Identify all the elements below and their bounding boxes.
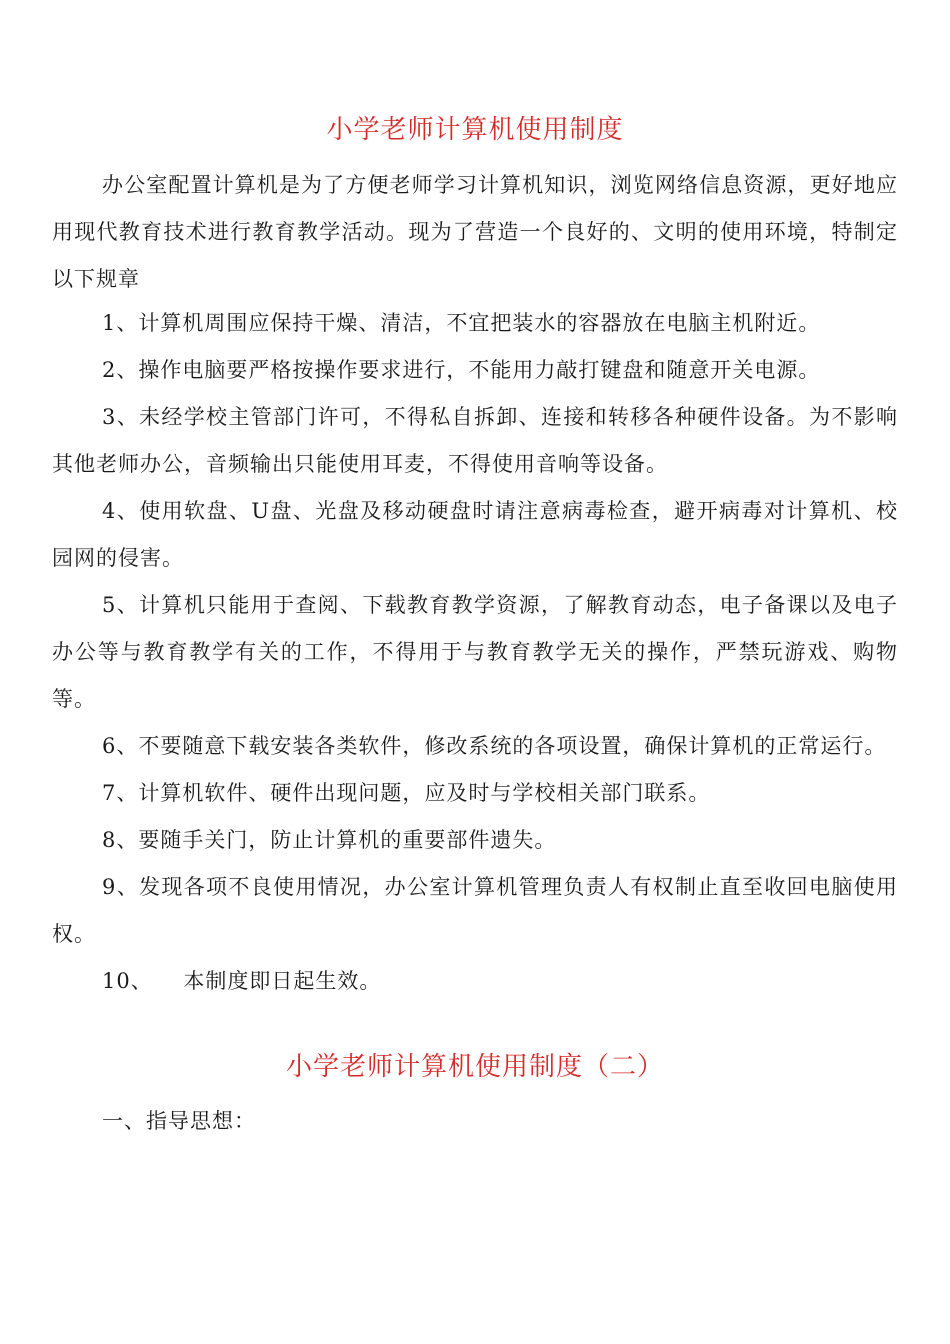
document-title: 小学老师计算机使用制度: [326, 115, 624, 145]
intro-paragraph: 办公室配置计算机是为了方便老师学习计算机知识，浏览网络信息资源，更好地应用现代教育技术进行教育教学活动。现为了营造一个良好的、文明的使用环境，特制定以下规章: [52, 173, 898, 291]
rule-item-9: 9、发现各项不良使用情况，办公室计算机管理负责人有权制止直至收回电脑使用权。: [52, 875, 898, 946]
rule-item-1: 1、计算机周围应保持干燥、清洁，不宜把装水的容器放在电脑主机附近。: [102, 311, 821, 335]
rule-item-2: 2、操作电脑要严格按操作要求进行，不能用力敲打键盘和随意开关电源。: [102, 358, 821, 382]
rule-item-7: 7、计算机软件、硬件出现问题，应及时与学校相关部门联系。: [102, 781, 711, 805]
rule-item-3: 3、未经学校主管部门许可，不得私自拆卸、连接和转移各种硬件设备。为不影响其他老师办公，音频输出只能使用耳麦，不得使用音响等设备。: [52, 405, 898, 476]
rules-list: [52, 300, 898, 1005]
rule-item-8: 8、要随手关门，防止计算机的重要部件遗失。: [102, 828, 557, 852]
second-document-title: 小学老师计算机使用制度（二）: [285, 1052, 664, 1082]
rule-item-4: 4、使用软盘、U盘、光盘及移动硬盘时请注意病毒检查，避开病毒对计算机、校园网的侵害。: [52, 499, 898, 570]
rule-item-5: 5、计算机只能用于查阅、下载教育教学资源，了解教育动态，电子备课以及电子办公等与教育教学有关的工作，不得用于与教育教学无关的操作，严禁玩游戏、购物等。: [52, 593, 898, 711]
rule-item-6: 6、不要随意下载安装各类软件，修改系统的各项设置，确保计算机的正常运行。: [102, 734, 887, 758]
section-heading-guiding-ideology: 一、指导思想：: [102, 1109, 256, 1133]
rule-item-10: 10、 本制度即日起生效。: [102, 969, 382, 993]
